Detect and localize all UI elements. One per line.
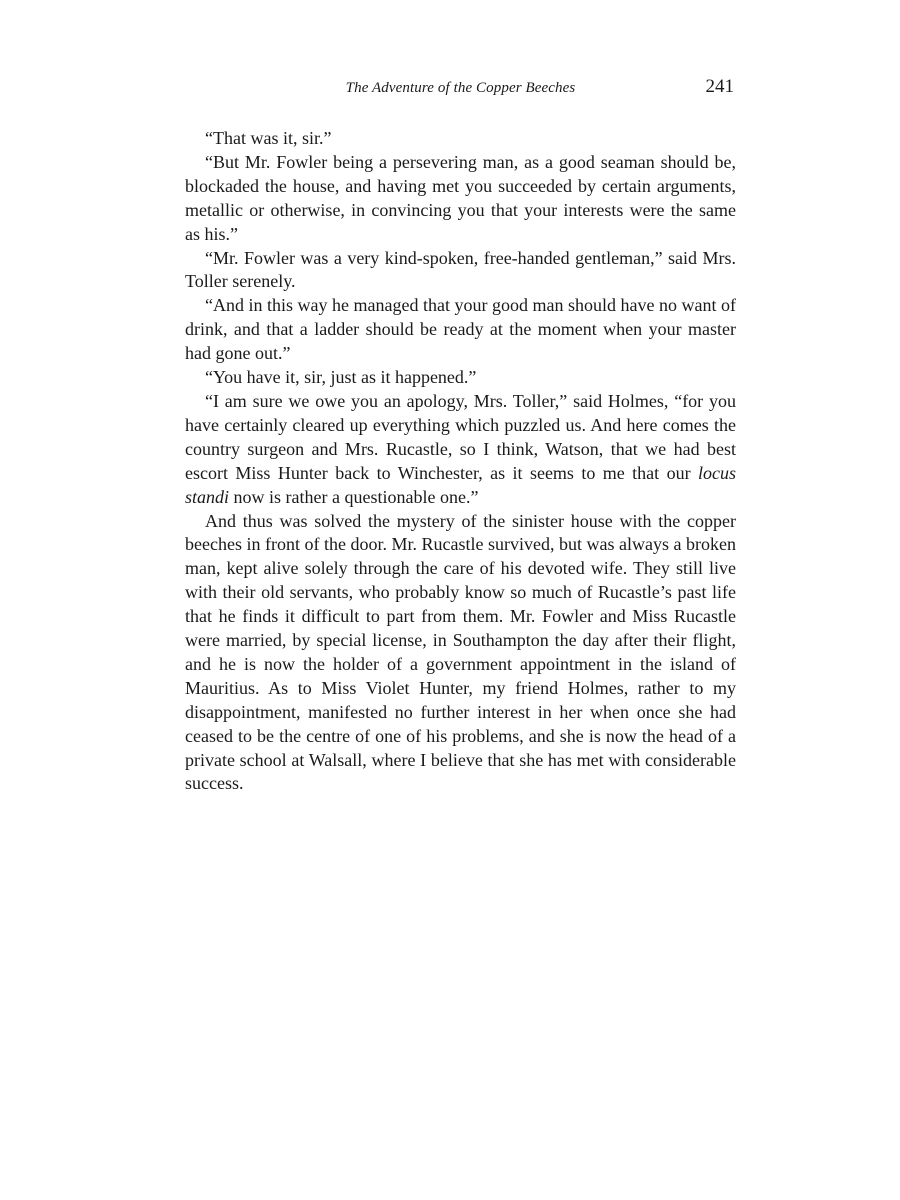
paragraph: “You have it, sir, just as it happened.” [205,367,477,388]
paragraph-holmes [185,390,736,510]
paragraph: “But Mr. Fowler being a persevering man, as a good seaman should be, blockaded the house, and having met you succeeded by certain arguments, metallic or otherwise, in convincing you that your interests were the same as his.” [185,151,736,244]
running-header [185,76,736,104]
paragraph-text: “I am sure we owe you an apology, Mrs. Toller,” said Holmes, “for you have certainly cleared up everything which puzzled us. And here comes the country surgeon and Mrs. Rucastle, so I think, Watson, that we had best escort Miss Hunter back to Winchester, as it seems to me that our [185,390,736,483]
paragraph: “That was it, sir.” [205,128,332,148]
body-text [185,127,736,796]
paragraph-text: now is rather a questionable one.” [229,486,479,507]
page-number: 241 [705,76,734,97]
paragraph: “Mr. Fowler was a very kind-spoken, free-handed gentleman,” said Mrs. Toller serenely. [185,247,736,292]
running-title: The Adventure of the Copper Beeches [345,80,576,96]
italic-phrase: locus standi [185,462,736,507]
paragraph-closing: And thus was solved the mystery of the sinister house with the copper beeches in front of the door. Mr. Rucastle survived, but was always a broken man, kept alive solely through the care of his devoted wife. They still live with their old servants, who probably know so much of Rucastle’s past life that he finds it difficult to part from them. Mr. Fowler and Miss Rucastle were married, by special license, in Southampton the day after their flight, and he is now the holder of a government appointment in the island of Mauritius. As to Miss Violet Hunter, my friend Holmes, rather to my disappointment, manifested no further interest in her when once she had ceased to be the centre of one of his problems, and she is now the head of a private school at Walsall, where I believe that she has met with considerable success. [185,510,736,794]
paragraph: “And in this way he managed that your good man should have no want of drink, and that a ladder should be ready at the moment when your master had gone out.” [185,295,736,364]
